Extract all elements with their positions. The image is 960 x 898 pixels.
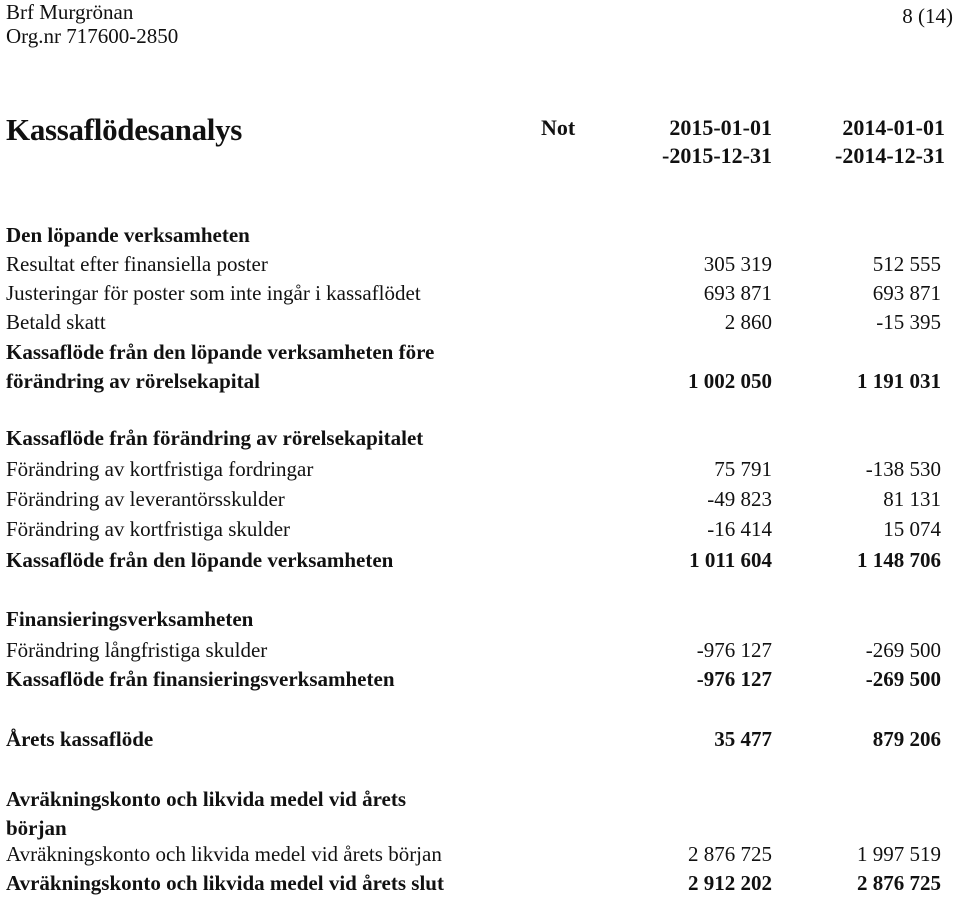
row-label: Resultat efter finansiella poster [6, 252, 268, 276]
row-label: Kassaflöde från den löpande verksamheten [6, 548, 394, 572]
value-2015: -976 127 [696, 667, 772, 691]
subtotal-row [6, 665, 950, 694]
value-2014: -269 500 [865, 638, 941, 662]
row-label: Avräkningskonto och likvida medel vid årets slut [6, 871, 444, 895]
section-heading-cash-beginning [6, 785, 950, 843]
table-row [6, 485, 950, 514]
value-2015: 2 876 725 [688, 842, 772, 866]
page-title: Kassaflödesanalys [6, 112, 243, 147]
period-2014-end: -2014-12-31 [835, 143, 945, 168]
value-2014: -15 395 [876, 310, 941, 334]
period-2014-start: 2014-01-01 [842, 115, 945, 140]
value-2014: 81 131 [883, 487, 941, 511]
row-label: Förändring av kortfristiga skulder [6, 517, 291, 541]
row-label: Kassaflöde från den löpande verksamheten före förändring av rörelsekapital [6, 340, 435, 393]
subtotal-row [6, 546, 950, 575]
table-row [6, 636, 950, 665]
value-2015: -49 823 [707, 487, 772, 511]
total-row-years-cash-flow [6, 725, 950, 754]
section-heading-working-capital [6, 424, 950, 453]
section-heading-operating [6, 221, 950, 250]
value-2014: 1 148 706 [857, 548, 941, 572]
table-row [6, 515, 950, 544]
value-2015: -16 414 [707, 517, 772, 541]
table-row [6, 250, 950, 279]
page-number: 8 (14) [902, 4, 953, 28]
value-2015: 2 912 202 [688, 871, 772, 895]
value-2014: 879 206 [872, 727, 941, 751]
table-row [6, 840, 950, 869]
row-label: Den löpande verksamheten [6, 223, 250, 247]
period-2014-column-header [835, 114, 945, 170]
period-2015-start: 2015-01-01 [669, 115, 772, 140]
value-2015: 305 319 [703, 252, 772, 276]
value-2015: 1 002 050 [688, 369, 772, 393]
row-label: Finansieringsverksamheten [6, 607, 254, 631]
row-label: Avräkningskonto och likvida medel vid årets början [6, 787, 407, 840]
value-2014: -138 530 [865, 457, 941, 481]
table-row [6, 308, 950, 337]
table-row [6, 455, 950, 484]
value-2014: -269 500 [865, 667, 941, 691]
organization-name: Brf Murgrönan [6, 0, 134, 24]
section-heading-financing [6, 605, 950, 634]
row-label: Betald skatt [6, 310, 106, 334]
subtotal-row [6, 338, 950, 396]
period-2015-end: -2015-12-31 [662, 143, 772, 168]
row-label: Kassaflöde från finansieringsverksamheten [6, 667, 395, 691]
value-2015: 1 011 604 [689, 548, 772, 572]
value-2014: 1 997 519 [857, 842, 941, 866]
value-2014: 15 074 [883, 517, 941, 541]
row-label: Kassaflöde från förändring av rörelsekapitalet [6, 426, 424, 450]
period-2015-column-header [662, 114, 772, 170]
value-2014: 2 876 725 [857, 871, 941, 895]
value-2014: 512 555 [872, 252, 941, 276]
value-2015: 35 477 [714, 727, 772, 751]
row-label: Förändring av kortfristiga fordringar [6, 457, 314, 481]
row-label: Justeringar för poster som inte ingår i kassaflödet [6, 281, 421, 305]
value-2015: 2 860 [724, 310, 772, 334]
value-2015: 75 791 [714, 457, 772, 481]
table-row [6, 279, 950, 308]
row-label: Förändring av leverantörsskulder [6, 487, 285, 511]
value-2014: 693 871 [872, 281, 941, 305]
value-2015: 693 871 [703, 281, 772, 305]
row-label: Förändring långfristiga skulder [6, 638, 268, 662]
row-label: Årets kassaflöde [6, 727, 154, 751]
row-label: Avräkningskonto och likvida medel vid årets början [6, 842, 442, 866]
organization-number: Org.nr 717600-2850 [6, 24, 179, 48]
value-2015: -976 127 [696, 638, 772, 662]
note-column-header: Not [541, 115, 576, 140]
value-2014: 1 191 031 [857, 369, 941, 393]
total-row-cash-end [6, 869, 950, 898]
